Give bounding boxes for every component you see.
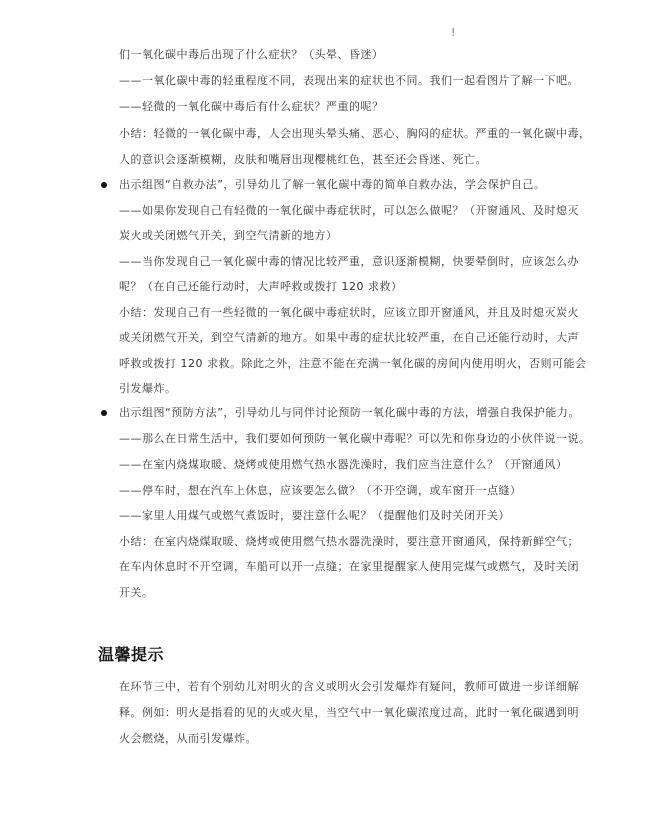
page-mark: ! [451,26,456,39]
summary-line: 人的意识会逐渐模糊，皮肤和嘴唇出现樱桃红色，甚至还会昏迷、死亡。 [119,153,487,166]
paragraph-line: 炭火或关闭燃气开关，到空气清新的地方） [119,229,338,242]
paragraph-line: ——家里人用煤气或燃气煮饭时，要注意什么呢？（提醒他们及时关闭开关） [119,509,510,522]
paragraph-line: ——当你发现自己一氧化碳中毒的情况比较严重，意识逐渐模糊，快要晕倒时，应该怎么办 [119,255,579,268]
paragraph-line: ——如果你发现自己有轻微的一氧化碳中毒症状时，可以怎么做呢？（开窗通风、及时熄灭 [119,204,579,217]
tips-line: 释。例如：明火是指看的见的火或火星，当空气中一氧化碳浓度过高，此时一氧化碳遇到明 [119,706,579,719]
paragraph-line: ——那么在日常生活中，我们要如何预防一氧化碳中毒呢？可以先和你身边的小伙伴说一说。 [119,432,591,445]
paragraph-line: 们一氧化碳中毒后出现了什么症状？（头晕、昏迷） [119,48,384,61]
summary-line: 或关闭燃气开关，到空气清新的地方。如果中毒的症状比较严重，在自己还能行动时，大声 [119,331,579,344]
summary-line: 小结：发现自己有一些轻微的一氧化碳中毒症状时，应该立即开窗通风，并且及时熄灭炭火 [119,306,579,319]
bullet-icon [101,182,107,188]
summary-line: 开关。 [119,586,154,599]
tips-line: 在环节三中，若有个别幼儿对明火的含义或明火会引发爆炸有疑问，教师可做进一步详细解 [119,680,579,693]
summary-line: 小结：轻微的一氧化碳中毒，人会出现头晕头痛、恶心、胸闷的症状。严重的一氧化碳中毒， [119,127,591,140]
paragraph-line: ——一氧化碳中毒的轻重程度不同，表现出来的症状也不同。我们一起看图片了解一下吧。 [119,74,579,87]
paragraph-line: ——轻微的一氧化碳中毒后有什么症状？严重的呢？ [119,100,384,113]
summary-line: 在车内休息时不开空调，车船可以开一点缝；在家里提醒家人使用完煤气或燃气，及时关闭 [119,560,579,573]
paragraph-line: 呢？（在自己还能行动时，大声呼救或拨打 120 求救） [119,280,403,293]
section-heading: 温馨提示 [98,645,165,664]
paragraph-line: ——在室内烧煤取暖、烧烤或使用燃气热水器洗澡时，我们应当注意什么？（开窗通风） [119,458,568,471]
bullet-icon [101,410,107,416]
bullet-paragraph: 出示组图“自救办法”，引导幼儿了解一氧化碳中毒的简单自救办法，学会保护自己。 [119,178,546,191]
summary-line: 小结：在室内烧煤取暖、烧烤或使用燃气热水器洗澡时，要注意开窗通风，保持新鲜空气； [119,535,579,548]
summary-line: 引发爆炸。 [119,382,177,395]
tips-line: 火会燃烧，从而引发爆炸。 [119,732,257,745]
paragraph-line: ——停车时，想在汽车上休息，应该要怎么做？（不开空调，或车窗开一点缝） [119,484,522,497]
bullet-paragraph: 出示组图“预防方法”，引导幼儿与同伴讨论预防一氧化碳中毒的方法，增强自我保护能力。 [119,406,580,419]
summary-line: 呼救或拨打 120 求救。除此之外，注意不能在充满一氧化碳的房间内使用明火，否则可能会 [119,357,587,370]
